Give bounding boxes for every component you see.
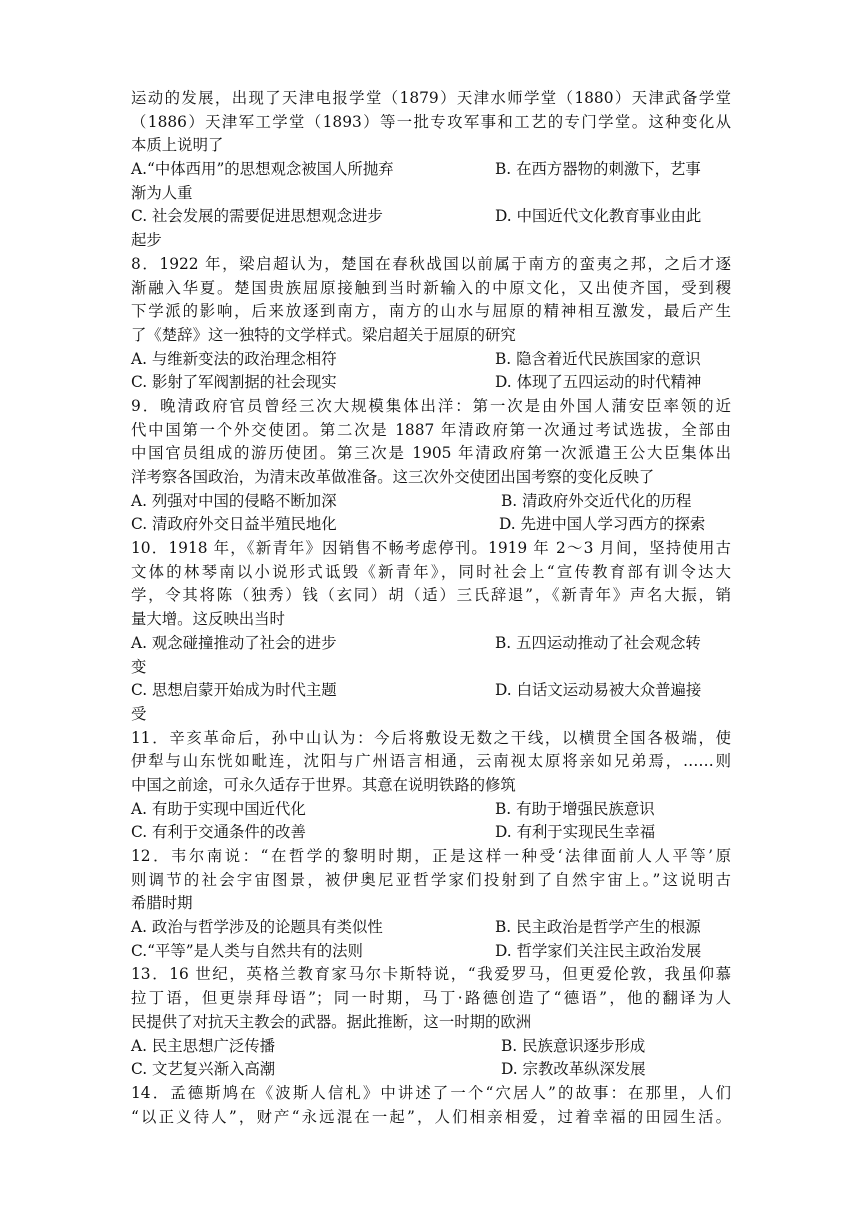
option-left: A. 政治与哲学涉及的论题具有类似性	[131, 918, 383, 937]
option-left: C. 影射了军阀割据的社会现实	[131, 373, 337, 392]
option-left: A. 民主思想广泛传播	[131, 1036, 276, 1055]
option-right: B. 五四运动推动了社会观念转	[495, 633, 701, 652]
option-left: A.“中体西用”的思想观念被国人所抛弃	[131, 160, 394, 179]
option-right: D. 白话文运动易被大众普遍接	[495, 681, 702, 700]
option-left: C.“平等”是人类与自然共有的法则	[131, 941, 363, 960]
text-line: 代中国第一个外交使团。第二次是 1887 年清政府第一次通过考试选拔，全部由	[131, 420, 731, 439]
option-row	[131, 1035, 731, 1059]
option-row	[131, 916, 731, 940]
text-line: 10．1918 年，《新青年》因销售不畅考虑停刊。1919 年 2～3 月间，坚持使用古	[131, 539, 731, 558]
text-line: 则调节的社会宇宙图景，被伊奥尼亚哲学家们投射到了自然宇宙上。”这说明古	[131, 870, 731, 889]
text-line: 伊犁与山东恍如毗连，沈阳与广州语言相通，云南视太原将亲如兄弟焉，……则	[131, 752, 731, 771]
option-right: D. 哲学家们关注民主政治发展	[495, 941, 702, 960]
option-right: B. 民主政治是哲学产生的根源	[495, 918, 701, 937]
option-left: C. 社会发展的需要促进思想观念进步	[131, 207, 383, 226]
option-right: D. 有利于实现民生幸福	[495, 823, 656, 842]
text-line: 文体的林琴南以小说形式诋毁《新青年》，同时社会上“宣传教育部有训令达大	[131, 562, 731, 581]
text-line: 民提供了对抗天主教会的武器。据此推断，这一时期的欧洲	[131, 1012, 532, 1031]
option-right: D. 宗教改革纵深发展	[501, 1060, 646, 1079]
text-line: 起步	[131, 231, 162, 250]
text-line: 中国之前途，可永久适存于世界。其意在说明铁路的修筑	[131, 775, 516, 794]
option-right: B. 有助于增强民族意识	[495, 799, 655, 818]
text-line: 希腊时期	[131, 894, 193, 913]
option-row	[131, 679, 731, 703]
text-line: （1886）天津军工学堂（1893）等一批专攻军事和工艺的专门学堂。这种变化从	[131, 112, 731, 131]
text-line: 渐为人重	[131, 183, 193, 202]
text-line: 下学派的影响，后来放逐到南方，南方的山水与屈原的精神相互激发，最后产生	[131, 302, 731, 321]
text-line: 拉丁语，但更崇拜母语”；同一时期，马丁·路德创造了“德语”，他的翻译为人	[131, 989, 731, 1008]
document-body	[131, 87, 731, 1129]
text-line: 了《楚辞》这一独特的文学样式。梁启超关于屈原的研究	[131, 325, 516, 344]
text-line: 受	[131, 704, 147, 723]
option-left: C. 清政府外交日益半殖民地化	[131, 515, 337, 534]
option-row	[131, 821, 731, 845]
option-row	[131, 513, 731, 537]
option-row	[131, 348, 731, 372]
text-line: “以正义待人”，财产“永远混在一起”，人们相亲相爱，过着幸福的田园生活。	[131, 1107, 731, 1126]
option-row	[131, 940, 731, 964]
option-row	[131, 205, 731, 229]
text-line: 运动的发展，出现了天津电报学堂（1879）天津水师学堂（1880）天津武备学堂	[131, 89, 731, 107]
option-right: B. 在西方器物的刺激下，艺事	[495, 160, 701, 179]
option-row	[131, 632, 731, 656]
text-line: 本质上说明了	[131, 136, 224, 155]
text-line: 量大增。这反映出当时	[131, 610, 285, 629]
text-line: 变	[131, 657, 147, 676]
option-right: D. 体现了五四运动的时代精神	[495, 373, 702, 392]
option-row	[131, 158, 731, 182]
text-line: 8．1922 年，梁启超认为，楚国在春秋战国以前属于南方的蛮夷之邦，之后才逐	[131, 254, 731, 273]
option-right: D. 中国近代文化教育事业由此	[495, 207, 702, 226]
text-line: 中国官员组成的游历使团。第三次是 1905 年清政府第一次派遣王公大臣集体出	[131, 444, 731, 463]
text-line: 11．辛亥革命后，孙中山认为：今后将敷设无数之干线，以横贯全国各极端，使	[131, 728, 731, 747]
option-left: C. 有利于交通条件的改善	[131, 823, 306, 842]
option-row	[131, 371, 731, 395]
text-line: 学，令其将陈（独秀）钱（玄同）胡（适）三氏辞退”，《新青年》声名大振，销	[131, 586, 731, 605]
text-line: 洋考察各国政治，为清末改革做准备。这三次外交使团出国考察的变化反映了	[131, 468, 655, 486]
option-right: B. 民族意识逐步形成	[501, 1036, 646, 1055]
option-row	[131, 798, 731, 822]
option-right: B. 清政府外交近代化的历程	[501, 491, 692, 510]
option-left: A. 有助于实现中国近代化	[131, 799, 306, 818]
option-row	[131, 490, 731, 514]
text-line: 渐融入华夏。楚国贵族屈原接触到当时新输入的中原文化，又出使齐国，受到稷	[131, 278, 731, 297]
option-left: A. 观念碰撞推动了社会的进步	[131, 633, 337, 652]
option-right: B. 隐含着近代民族国家的意识	[495, 349, 701, 368]
text-line: 12．韦尔南说：“在哲学的黎明时期，正是这样一种受‘法律面前人人平等’原	[131, 847, 731, 865]
option-right: D. 先进中国人学习西方的探索	[499, 515, 706, 534]
option-row	[131, 1058, 731, 1082]
text-line: 14．孟德斯鸠在《波斯人信札》中讲述了一个“穴居人”的故事：在那里，人们	[131, 1083, 731, 1102]
text-line: 13．16 世纪，英格兰教育家马尔卡斯特说，“我爱罗马，但更爱伦敦，我虽仰慕	[131, 965, 731, 984]
option-left: A. 列强对中国的侵略不断加深	[131, 491, 337, 510]
option-left: A. 与维新变法的政治理念相符	[131, 349, 337, 368]
option-left: C. 思想启蒙开始成为时代主题	[131, 681, 337, 700]
text-line: 9．晚清政府官员曾经三次大规模集体出洋：第一次是由外国人蒲安臣率领的近	[131, 396, 731, 415]
option-left: C. 文艺复兴渐入高潮	[131, 1060, 276, 1079]
